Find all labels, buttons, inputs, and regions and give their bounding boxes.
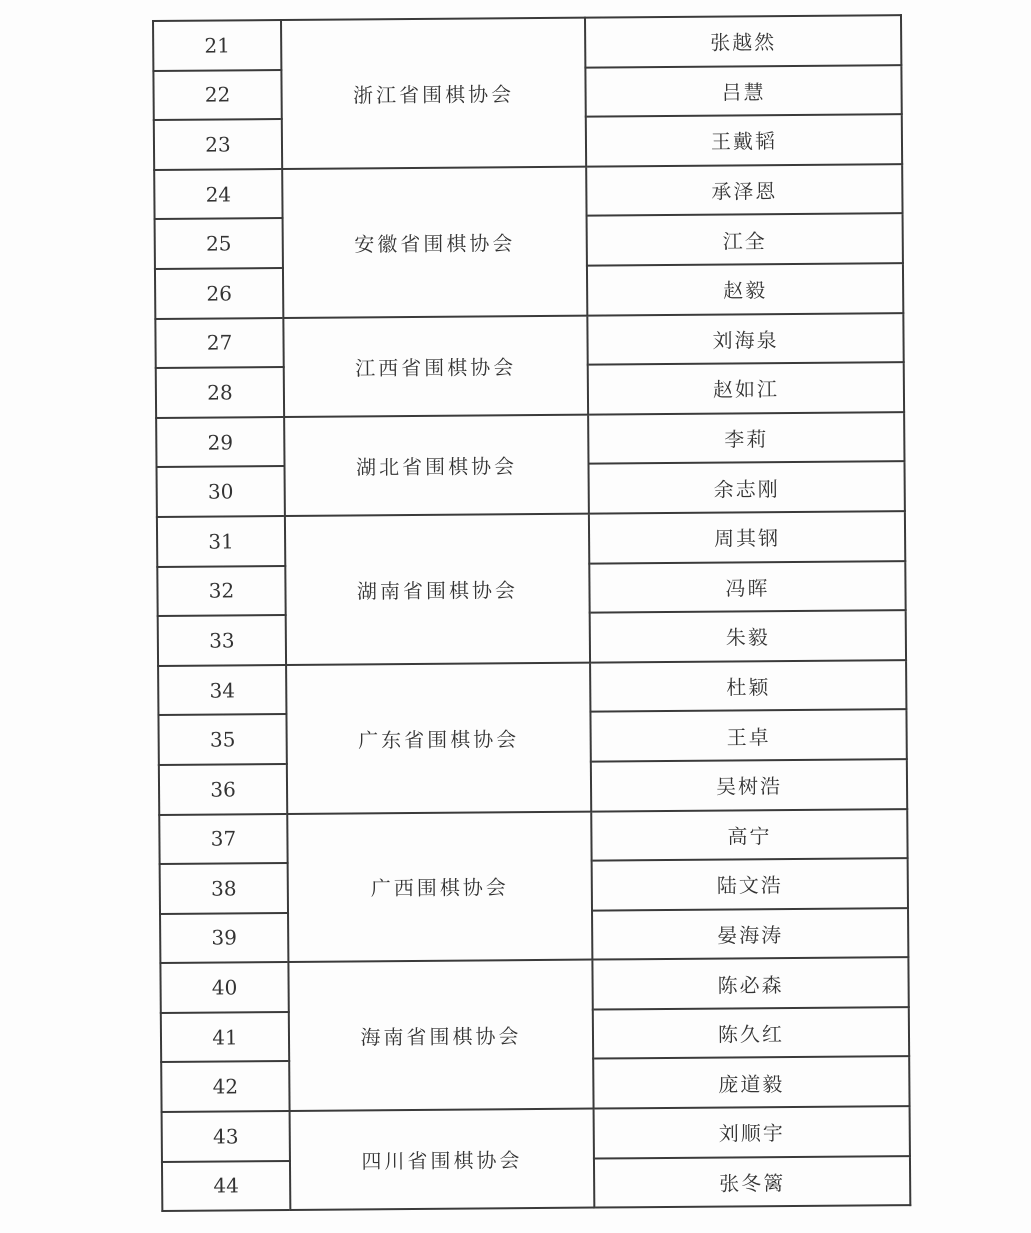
table-row [157,511,905,566]
association-cell: 广西围棋协会 [287,811,592,962]
row-number: 32 [157,566,285,617]
row-number: 41 [161,1012,289,1063]
row-number: 28 [156,367,284,418]
association-cell: 海南省围棋协会 [288,960,593,1111]
row-number: 38 [160,863,288,914]
row-number: 25 [155,218,283,269]
row-number: 42 [161,1061,289,1112]
table-row [158,660,906,715]
row-number: 31 [157,516,285,567]
row-number: 22 [153,70,281,121]
roster-table [152,14,911,1212]
row-number: 44 [162,1161,290,1212]
row-number: 30 [157,466,285,517]
player-name: 刘顺宇 [594,1106,910,1158]
association-cell: 湖北省围棋协会 [284,414,589,516]
table-row [156,412,904,467]
player-name: 高宁 [591,809,907,861]
table-row [155,313,903,368]
player-name: 陆文浩 [592,858,908,910]
player-name: 吴树浩 [591,759,907,811]
row-number: 36 [159,764,287,815]
player-name: 吕慧 [585,65,901,117]
player-name: 王卓 [590,709,906,761]
table-row [160,957,908,1012]
row-number: 29 [156,417,284,468]
player-name: 杜颖 [590,660,906,712]
association-cell: 安徽省围棋协会 [282,166,587,317]
player-name: 承泽恩 [586,164,902,216]
row-number: 35 [158,714,286,765]
player-name: 陈久红 [593,1007,909,1059]
table-row [153,15,901,70]
player-name: 王戴韬 [586,114,902,166]
player-name: 晏海涛 [592,908,908,960]
player-name: 赵如江 [588,362,904,414]
row-number: 34 [158,665,286,716]
player-name: 赵毅 [587,263,903,315]
row-number: 37 [159,813,287,864]
association-cell: 广东省围棋协会 [286,662,591,813]
row-number: 26 [155,268,283,319]
player-name: 庞道毅 [593,1057,909,1109]
row-number: 21 [153,20,281,71]
table-row [154,164,902,219]
association-cell: 四川省围棋协会 [290,1109,595,1211]
player-name: 刘海泉 [587,313,903,365]
row-number: 39 [160,913,288,964]
player-name: 张越然 [585,15,901,67]
player-name: 江全 [587,213,903,265]
row-number: 43 [162,1111,290,1162]
player-name: 周其钢 [589,511,905,563]
player-name: 李莉 [588,412,904,464]
association-cell: 浙江省围棋协会 [281,18,586,169]
table-row [162,1106,910,1161]
row-number: 40 [160,962,288,1013]
player-name: 朱毅 [590,610,906,662]
player-name: 余志刚 [589,461,905,513]
table-row [159,809,907,864]
row-number: 24 [154,169,282,220]
row-number: 23 [154,119,282,170]
player-name: 张冬篱 [594,1156,910,1208]
player-name: 冯晖 [589,561,905,613]
row-number: 33 [158,615,286,666]
roster-table-body [153,15,910,1211]
association-cell: 湖南省围棋协会 [285,514,590,665]
row-number: 27 [155,318,283,369]
association-cell: 江西省围棋协会 [283,315,588,417]
player-name: 陈必森 [592,957,908,1009]
